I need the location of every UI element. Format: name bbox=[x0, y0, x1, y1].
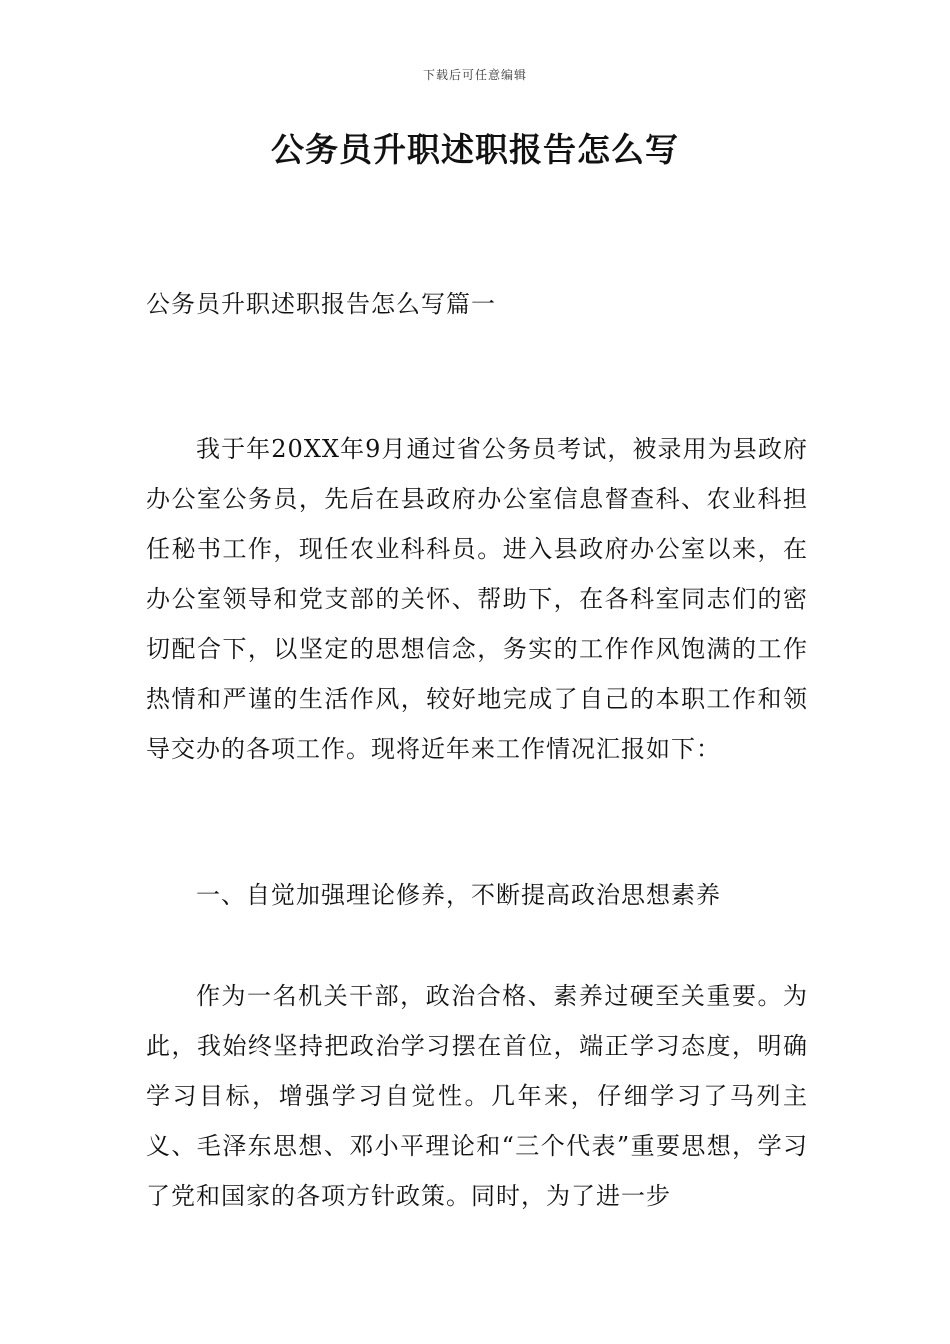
header-note: 下载后可任意编辑 bbox=[422, 68, 527, 82]
document-title: 公务员升职述职报告怎么写 bbox=[271, 130, 679, 169]
paragraph-political-study: 作为一名机关干部，政治合格、素养过硬至关重要。为此，我始终坚持把政治学习摆在首位，端正学习态度，明确学习目标，增强学习自觉性。几年来，仔细学习了马列主义、毛泽东思想、邓小平理论和“三个代表”重要思想，学习了党和国家的各项方针政策。同时，为了进一步 bbox=[146, 982, 808, 1210]
paragraph-intro: 我于年20XX年9月通过省公务员考试，被录用为县政府办公室公务员，先后在县政府办公室信息督查科、农业科担任秘书工作，现任农业科科员。进入县政府办公室以来，在办公室领导和党支部的关怀、帮助下，在各科室同志们的密切配合下，以坚定的思想信念，务实的工作作风饱满的工作热情和严谨的生活作风，较好地完成了自己的本职工作和领导交办的各项工作。现将近年来工作情况汇报如下： bbox=[146, 435, 808, 763]
section-heading: 公务员升职述职报告怎么写篇一 bbox=[146, 290, 496, 318]
subheading-theory: 一、自觉加强理论修养，不断提高政治思想素养 bbox=[196, 881, 721, 909]
